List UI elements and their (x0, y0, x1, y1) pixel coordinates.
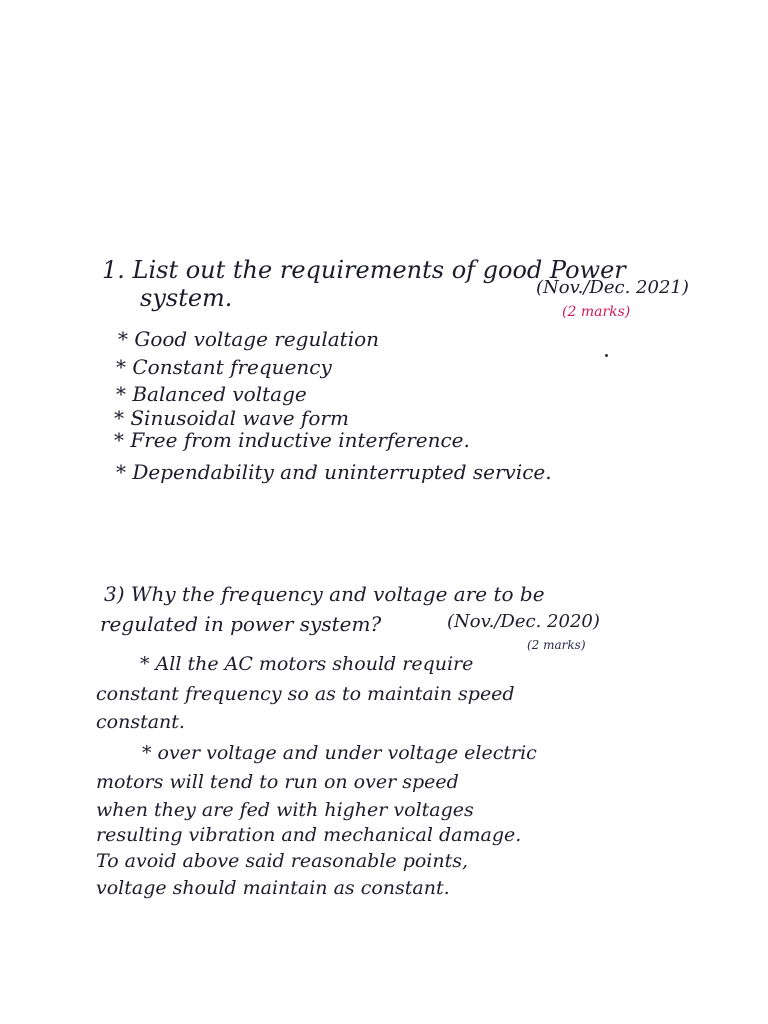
q1-point: * Constant frequency (116, 355, 332, 379)
q3-para2-line: voltage should maintain as constant. (96, 877, 450, 899)
q1-point: * Sinusoidal wave form (114, 406, 349, 430)
q1-point: * Good voltage regulation (118, 327, 380, 351)
q3-para1-line: constant. (96, 711, 185, 733)
q1-marks: (2 marks) (562, 304, 631, 320)
q1-point: * Balanced voltage (116, 382, 307, 406)
q3-para2-line: resulting vibration and mechanical damage. (96, 824, 522, 846)
ink-dot (605, 354, 608, 357)
q1-title-line1: 1. List out the requirements of good Power (102, 256, 626, 284)
q3-title-line2: regulated in power system? (100, 612, 382, 636)
q1-point: * Free from inductive interference. (114, 428, 470, 452)
q3-reference: (Nov./Dec. 2020) (447, 611, 600, 632)
q3-para2-line: To avoid above said reasonable points, (96, 850, 469, 872)
q3-para2-line: motors will tend to run on over speed (96, 771, 459, 793)
q3-para1-line: * All the AC motors should require (140, 653, 474, 675)
q1-title-line2: system. (140, 284, 233, 312)
q1-point: * Dependability and uninterrupted service. (116, 460, 552, 484)
q3-para2-line: when they are fed with higher voltages (96, 799, 474, 821)
q1-reference: (Nov./Dec. 2021) (536, 277, 689, 298)
q3-marks: (2 marks) (527, 638, 586, 652)
q3-title-line1: 3) Why the frequency and voltage are to be (104, 582, 545, 606)
q3-para2-line: * over voltage and under voltage electric (142, 742, 537, 764)
q3-para1-line: constant frequency so as to maintain speed (96, 683, 515, 705)
